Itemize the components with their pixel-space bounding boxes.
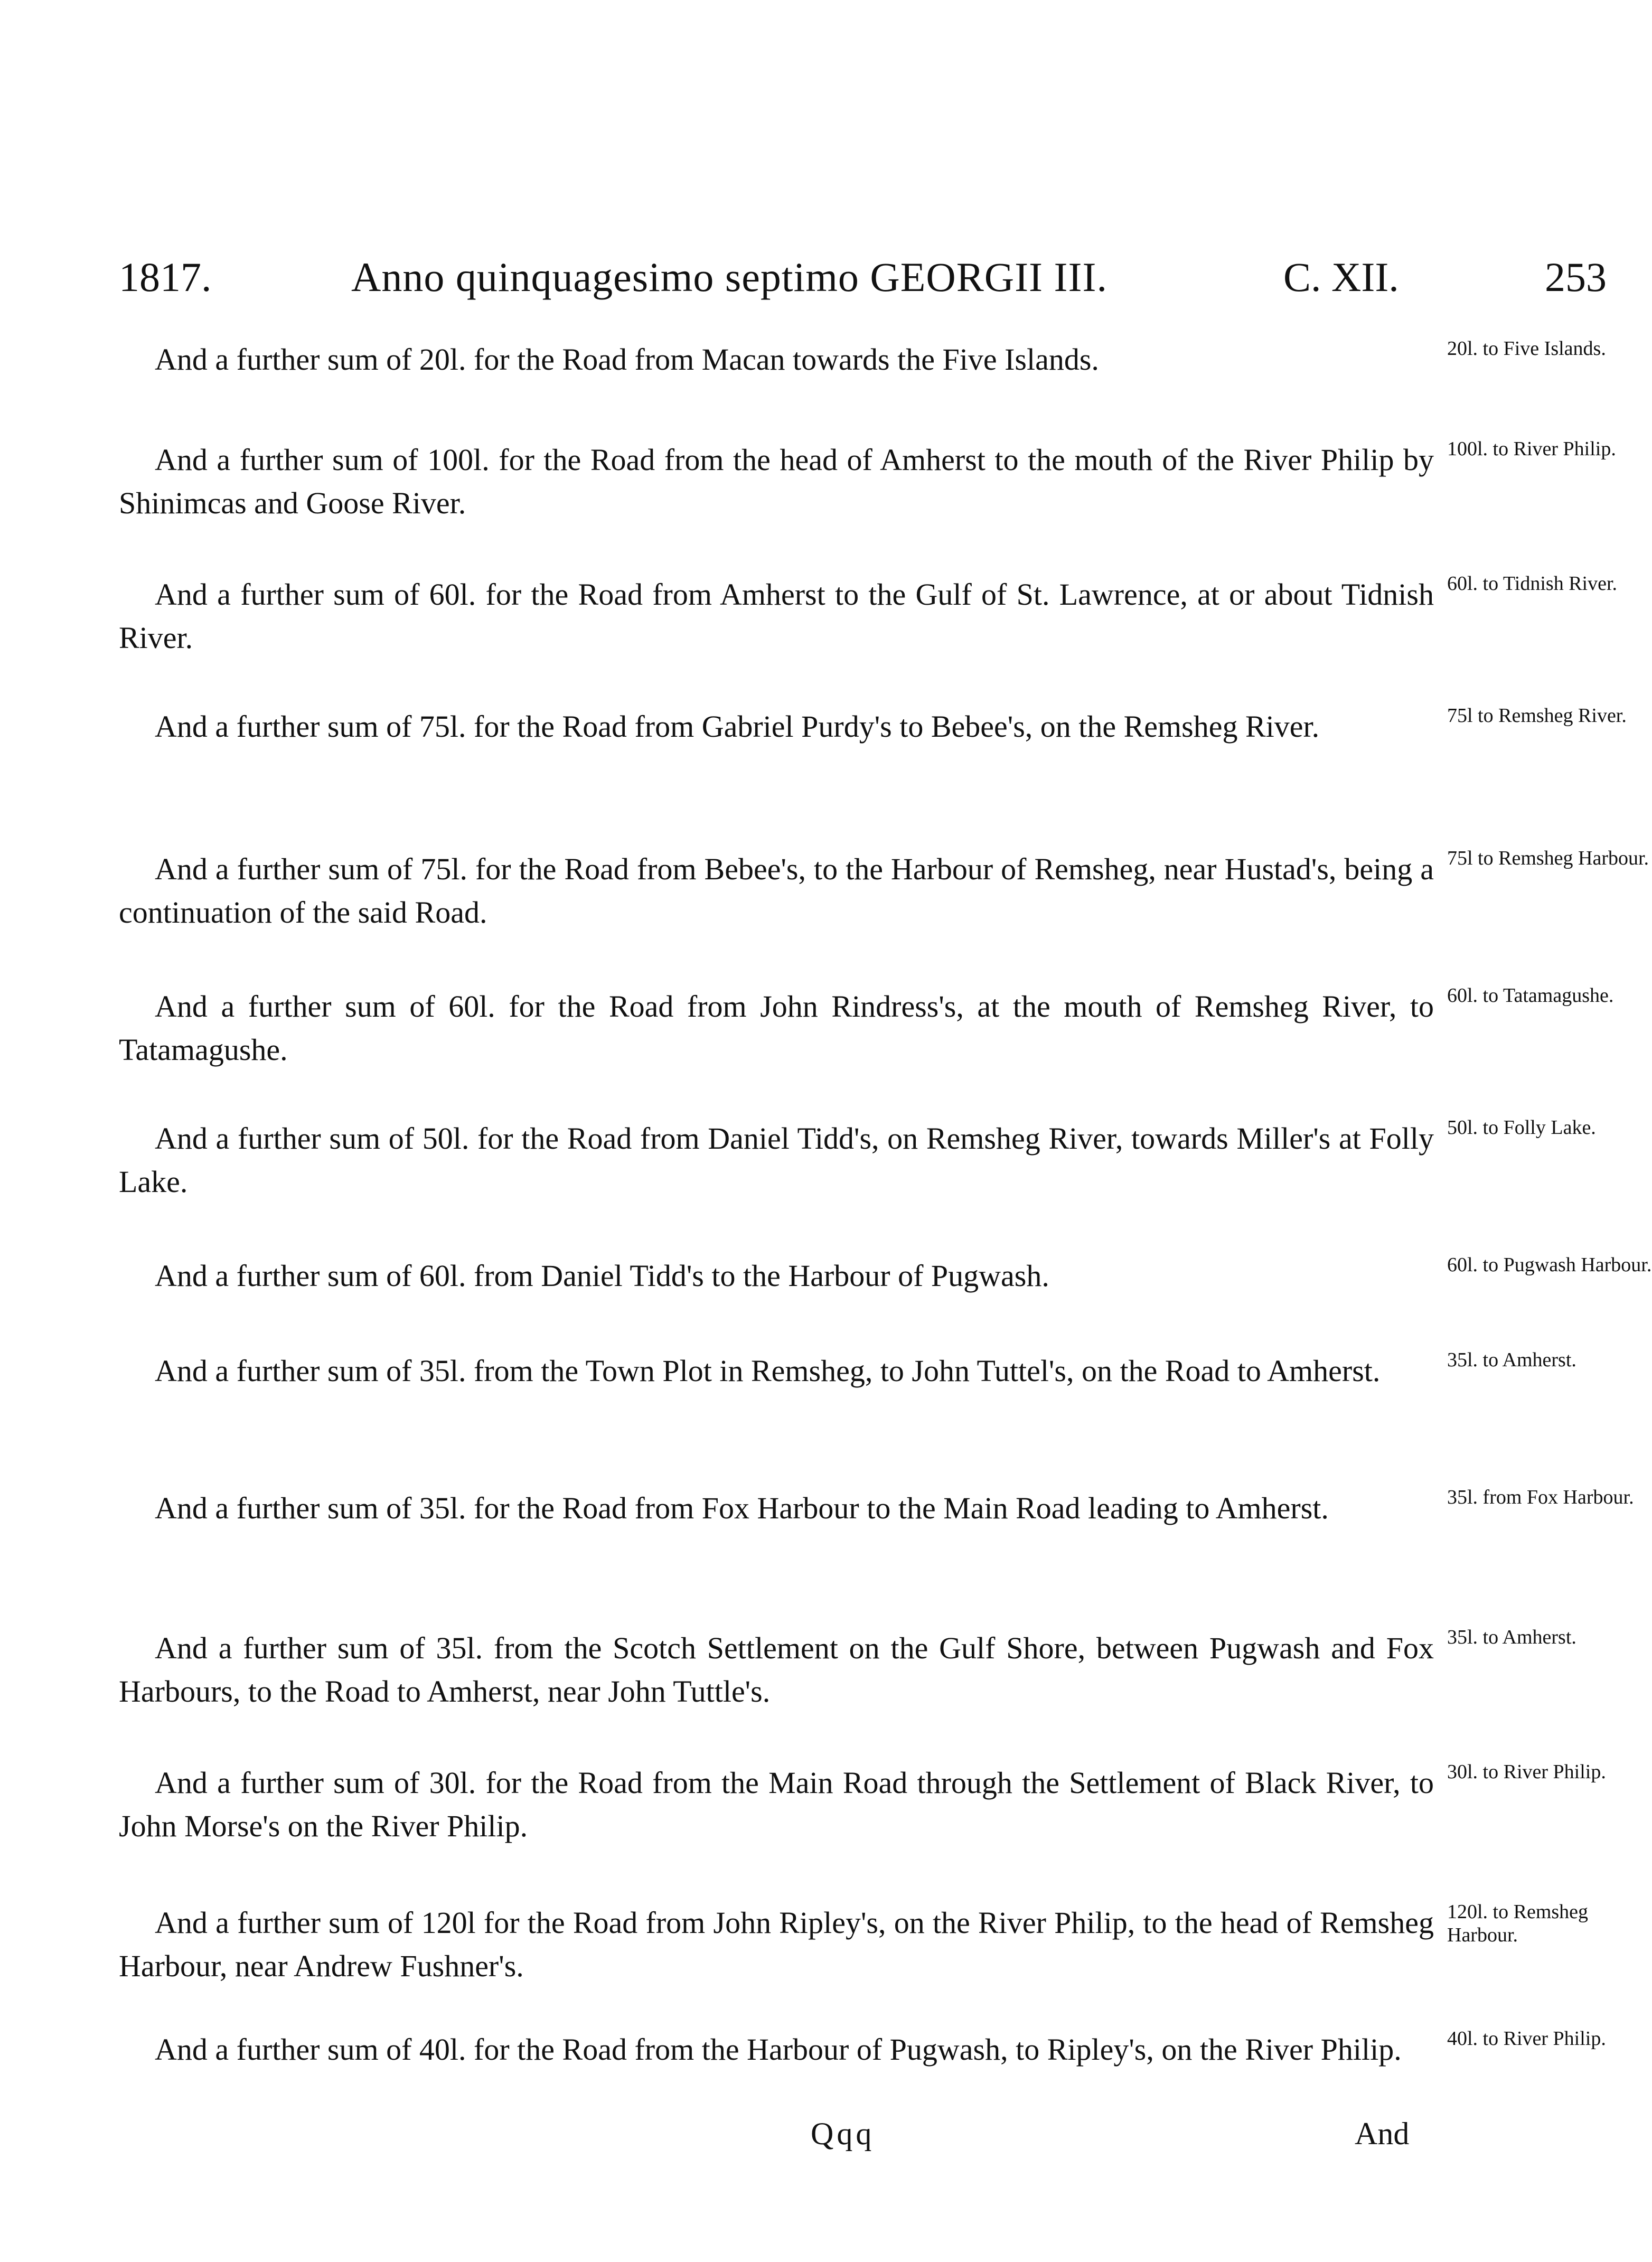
margin-note: 40l. to River Philip. [1447, 2028, 1606, 2050]
margin-note: 100l. to River Philip. [1447, 438, 1616, 460]
entry-text: And a further sum of 60l. from Daniel Tidd's to the Harbour of Pugwash. [155, 1259, 1049, 1293]
road-grant-entry [119, 1761, 1606, 1848]
header-title: Anno quinquagesimo septimo GEORGII III. [351, 254, 1107, 300]
header-year: 1817. [119, 254, 212, 300]
road-grant-entry [119, 438, 1616, 525]
road-grant-entry [119, 705, 1627, 748]
road-grant-entry [119, 2028, 1606, 2071]
page-footer [119, 2107, 1434, 2160]
entry-text: And a further sum of 20l. for the Road from Macan towards the Five Islands. [155, 342, 1099, 377]
road-grant-entry [119, 1901, 1589, 1988]
running-header [119, 248, 1629, 306]
margin-note: 20l. to Five Islands. [1447, 337, 1606, 360]
entry-text: And a further sum of 35l. from the Town Plot in Remsheg, to John Tuttel's, on the Road to Amherst. [155, 1354, 1381, 1388]
margin-note: 30l. to River Philip. [1447, 1761, 1606, 1783]
margin-note: 35l. from Fox Harbour. [1447, 1486, 1634, 1508]
road-grant-entry [119, 984, 1614, 1072]
entry-text: And a further sum of 60l. for the Road from Amherst to the Gulf of St. Lawrence, at or about Tidnish River. [119, 577, 1434, 655]
entry-text: And a further sum of 30l. for the Road from the Main Road through the Settlement of Black River, to John Morse's on the River Philip. [119, 1766, 1434, 1843]
signature-mark: Qqq [811, 2116, 875, 2151]
margin-note: 120l. to Remsheg Harbour. [1447, 1901, 1589, 1946]
entry-text: And a further sum of 75l. for the Road from Gabriel Purdy's to Bebee's, on the Remsheg River. [155, 709, 1320, 744]
catchword: And [1355, 2116, 1410, 2151]
road-grant-entry [119, 1254, 1652, 1298]
entry-text: And a further sum of 120l for the Road from John Ripley's, on the River Philip, to the head of Remsheg Harbour, near Andrew Fushner's. [119, 1906, 1434, 1983]
margin-note: 35l. to Amherst. [1447, 1349, 1576, 1371]
road-grant-entry [119, 1116, 1596, 1204]
entry-text: And a further sum of 100l. for the Road from the head of Amherst to the mouth of the River Philip by Shinimcas and Goose River. [119, 443, 1434, 520]
road-grant-entry [119, 337, 1606, 381]
margin-note: 60l. to Tidnish River. [1447, 572, 1618, 595]
entry-text: And a further sum of 75l. for the Road from Bebee's, to the Harbour of Remsheg, near Hustad's, being a continuation of the said Road. [119, 852, 1434, 930]
margin-note: 35l. to Amherst. [1447, 1626, 1576, 1648]
road-grant-entry [119, 1486, 1634, 1530]
entry-text: And a further sum of 35l. for the Road from Fox Harbour to the Main Road leading to Amherst. [155, 1491, 1329, 1525]
road-grant-entry [119, 1349, 1576, 1393]
entry-text: And a further sum of 35l. from the Scotch Settlement on the Gulf Shore, between Pugwash and Fox Harbours, to the Road to Amherst, near John Tuttle's. [119, 1631, 1434, 1709]
header-chapter: C. XII. [1283, 254, 1399, 300]
margin-note: 50l. to Folly Lake. [1447, 1116, 1596, 1139]
road-grant-entry [119, 847, 1649, 934]
margin-note: 75l to Remsheg Harbour. [1447, 847, 1649, 869]
entry-text: And a further sum of 60l. for the Road from John Rindress's, at the mouth of Remsheg River, to Tatamagushe. [119, 989, 1434, 1067]
margin-note: 75l to Remsheg River. [1447, 705, 1627, 727]
entry-text: And a further sum of 50l. for the Road from Daniel Tidd's, on Remsheg River, towards Miller's at Folly Lake. [119, 1121, 1434, 1199]
entry-text: And a further sum of 40l. for the Road from the Harbour of Pugwash, to Ripley's, on the River Philip. [155, 2032, 1402, 2067]
margin-note: 60l. to Pugwash Harbour. [1447, 1254, 1652, 1276]
road-grant-entry [119, 572, 1618, 660]
margin-note: 60l. to Tatamagushe. [1447, 984, 1614, 1007]
road-grant-entry [119, 1626, 1576, 1713]
page-number: 253 [1545, 254, 1607, 300]
